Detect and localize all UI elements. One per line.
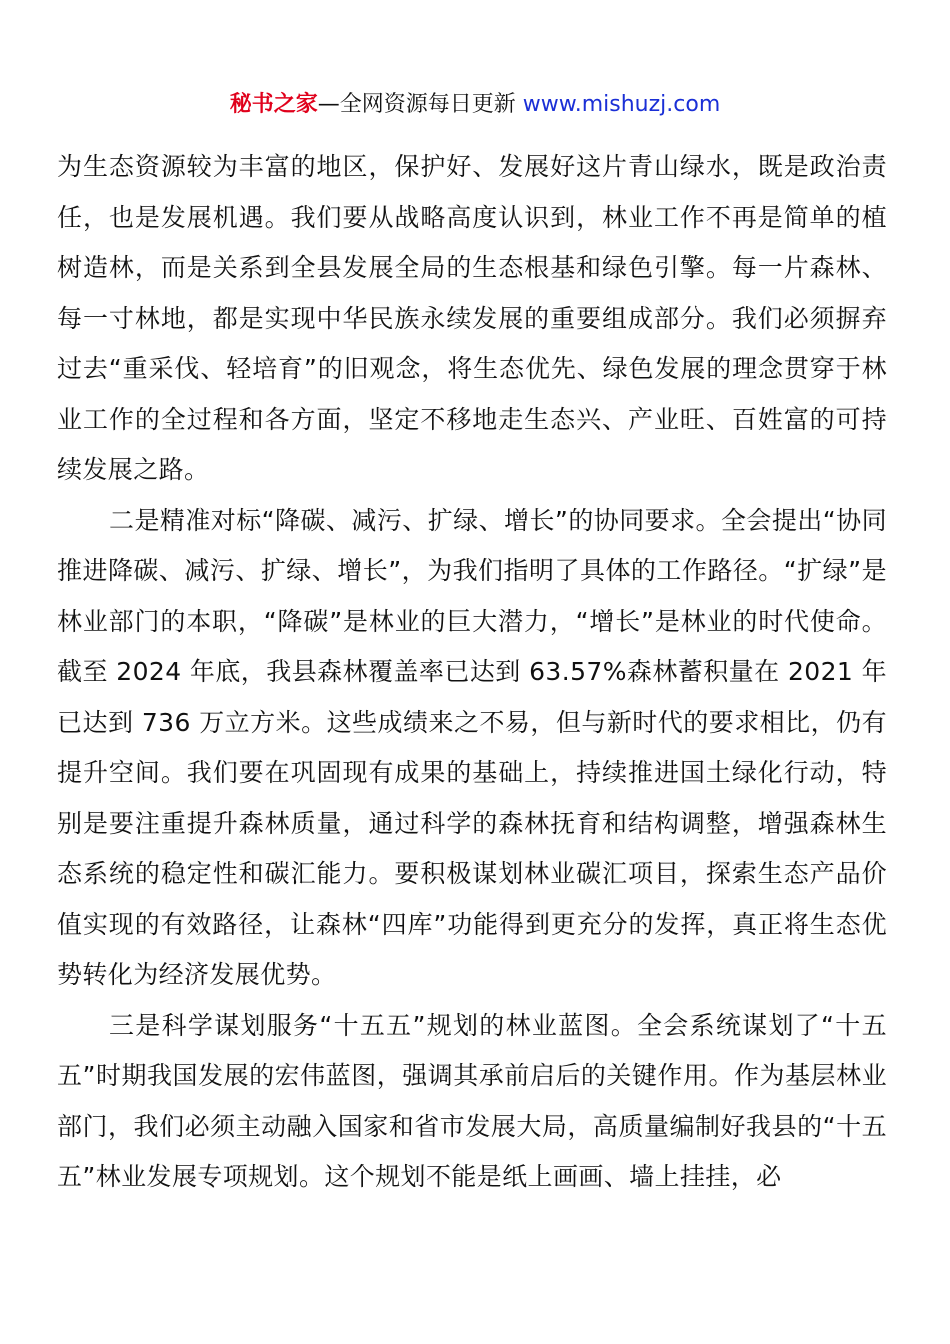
site-tagline: —全网资源每日更新: [317, 92, 516, 117]
site-header: [0, 90, 950, 120]
paragraph-continuation: 为生态资源较为丰富的地区，保护好、发展好这片青山绿水，既是政治责任，也是发展机遇。我们要从战略高度认识到，林业工作不再是简单的植树造林，而是关系到全县发展全局的生态根基和绿色引擎。每一片森林、每一寸林地，都是实现中华民族永续发展的重要组成部分。我们必须摒弃过去“重采伐、轻培育”的旧观念，将生态优先、绿色发展的理念贯穿于林业工作的全过程和各方面，坚定不移地走生态兴、产业旺、百姓富的可持续发展之路。: [57, 152, 887, 484]
site-url-link[interactable]: www.mishuzj.com: [522, 92, 721, 117]
site-brand: 秘书之家: [229, 92, 318, 117]
paragraph-point-three: 三是科学谋划服务“十五五”规划的林业蓝图。全会系统谋划了“十五五”时期我国发展的宏伟蓝图，强调其承前启后的关键作用。作为基层林业部门，我们必须主动融入国家和省市发展大局，高质量编制好我县的“十五五”林业发展专项规划。这个规划不能是纸上画画、墙上挂挂，必: [57, 1010, 887, 1191]
paragraph-point-two: 二是精准对标“降碳、减污、扩绿、增长”的协同要求。全会提出“协同推进降碳、减污、扩绿、增长”，为我们指明了具体的工作路径。“扩绿”是林业部门的本职，“降碳”是林业的巨大潜力，“增长”是林业的时代使命。截至 2024 年底，我县森林覆盖率已达到 63.57%森林蓄积量在 2021 年已达到 736 万立方米。这些成绩来之不易，但与新时代的要求相比，仍有提升空间。我们要在巩固现有成果的基础上，持续推进国土绿化行动，特别是要注重提升森林质量，通过科学的森林抚育和结构调整，增强森林生态系统的稳定性和碳汇能力。要积极谋划林业碳汇项目，探索生态产品价值实现的有效路径，让森林“四库”功能得到更充分的发挥，真正将生态优势转化为经济发展优势。: [57, 505, 887, 989]
document-body: [57, 142, 887, 1203]
